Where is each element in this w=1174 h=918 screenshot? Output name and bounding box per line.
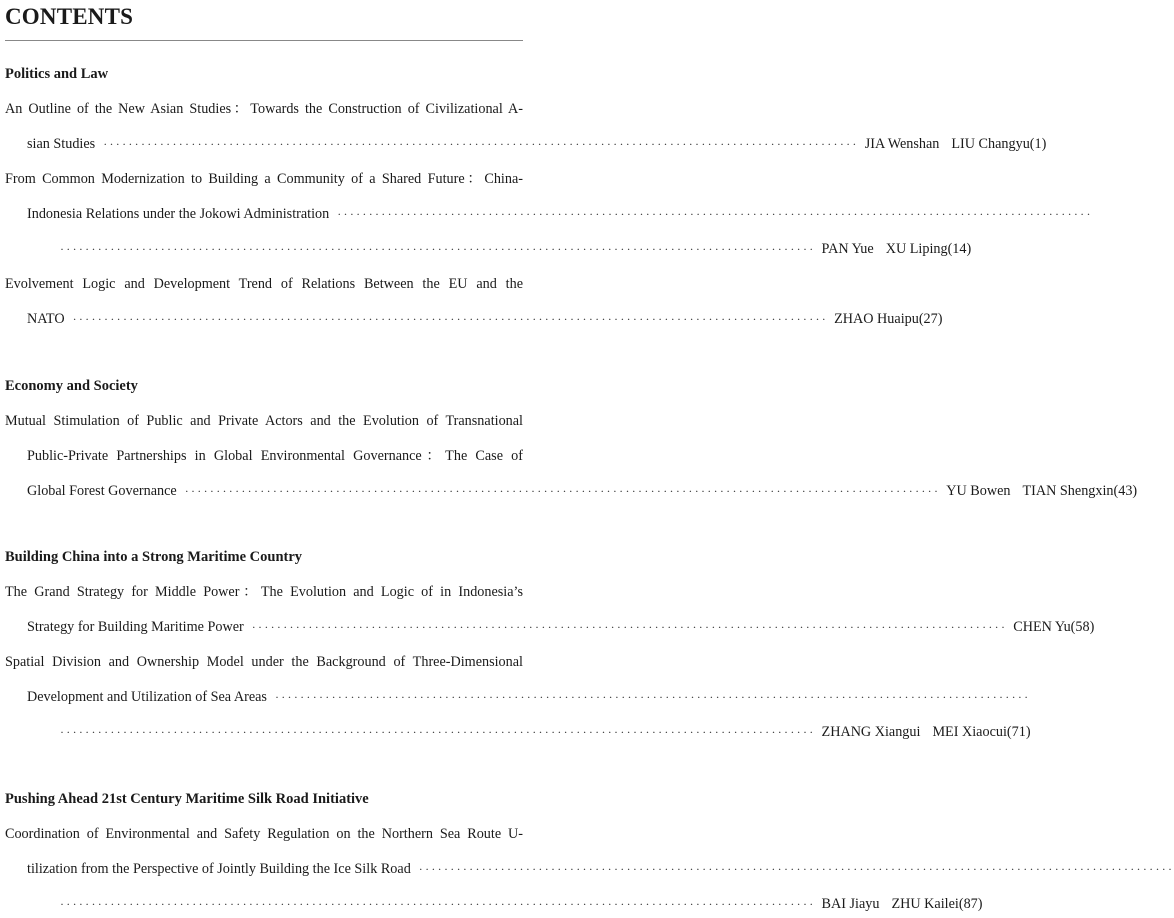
author-and-page: ZHU Kailei(87) <box>891 896 983 912</box>
author-name: BAI Jiayu <box>821 896 880 912</box>
entry-last-line <box>27 617 1095 637</box>
entry-title-line: The Grand Strategy for Middle Power：The Evolution and Logic of in Indonesia’s <box>5 584 523 600</box>
entry-last-line <box>27 481 1138 501</box>
entry-title-end: Indonesia Relations under the Jokowi Administration <box>27 206 330 222</box>
entry-author-line <box>60 894 983 914</box>
entry-title-end: NATO <box>27 311 65 327</box>
dot-leader: ························································································································ <box>184 484 941 498</box>
section-title: Pushing Ahead 21st Century Maritime Silk Road Initiative <box>5 791 369 807</box>
dot-leader: ························································································································ <box>60 242 816 256</box>
entry-title-line <box>27 204 1093 224</box>
entry-title-line: Coordination of Environmental and Safety Regulation on the Northern Sea Route U- <box>5 826 523 842</box>
entry-title-end: sian Studies <box>27 136 96 152</box>
dot-leader: ························································································································ <box>251 620 1008 634</box>
entry-title-line: Public-Private Partnerships in Global Environmental Governance：The Case of <box>27 448 523 464</box>
author-and-page: MEI Xiaocui(71) <box>932 724 1031 740</box>
author-name: ZHANG Xiangui <box>821 724 921 740</box>
entry-title-line: From Common Modernization to Building a Community of a Shared Future：China- <box>5 171 523 187</box>
entry-title-end: Development and Utilization of Sea Areas <box>27 689 267 705</box>
author-name: JIA Wenshan <box>864 136 940 152</box>
author-name: YU Bowen <box>946 483 1011 499</box>
entry-title-line: Evolvement Logic and Development Trend of Relations Between the EU and the <box>5 276 523 292</box>
author-and-page: XU Liping(14) <box>885 241 972 257</box>
dot-leader: ························································································································ <box>72 312 829 326</box>
dot-leader: ························································································································ <box>103 137 859 151</box>
section-title: Economy and Society <box>5 378 138 394</box>
author-and-page: ZHAO Huaipu(27) <box>834 311 943 327</box>
author-and-page: LIU Changyu(1) <box>951 136 1047 152</box>
entry-last-line <box>27 134 1047 154</box>
dot-leader: ························································································································ <box>418 862 1174 876</box>
dot-leader: ························································································································ <box>60 897 816 911</box>
entry-last-line <box>27 309 943 329</box>
contents-heading: CONTENTS <box>5 4 134 29</box>
entry-title-line <box>27 687 1031 707</box>
entry-title-line: Spatial Division and Ownership Model under the Background of Three-Dimensional <box>5 654 523 670</box>
entry-author-line <box>60 239 972 259</box>
dot-leader: ························································································································ <box>337 207 1093 221</box>
entry-title-end: Global Forest Governance <box>27 483 177 499</box>
dot-leader: ························································································································ <box>274 690 1031 704</box>
entry-title-end: tilization from the Perspective of Jointly Building the Ice Silk Road <box>27 861 411 877</box>
entry-title-line: Mutual Stimulation of Public and Private Actors and the Evolution of Transnational <box>5 413 523 429</box>
entry-title-line <box>27 859 1174 879</box>
section-title: Building China into a Strong Maritime Country <box>5 549 303 565</box>
entry-title-end: Strategy for Building Maritime Power <box>27 619 244 635</box>
section-title: Politics and Law <box>5 66 109 82</box>
author-name: PAN Yue <box>821 241 874 257</box>
entry-title-line: An Outline of the New Asian Studies：Towards the Construction of Civilizational A- <box>5 101 523 117</box>
dot-leader: ························································································································ <box>60 725 816 739</box>
entry-author-line <box>60 722 1031 742</box>
heading-rule <box>5 40 523 41</box>
author-and-page: TIAN Shengxin(43) <box>1022 483 1138 499</box>
author-and-page: CHEN Yu(58) <box>1013 619 1095 635</box>
